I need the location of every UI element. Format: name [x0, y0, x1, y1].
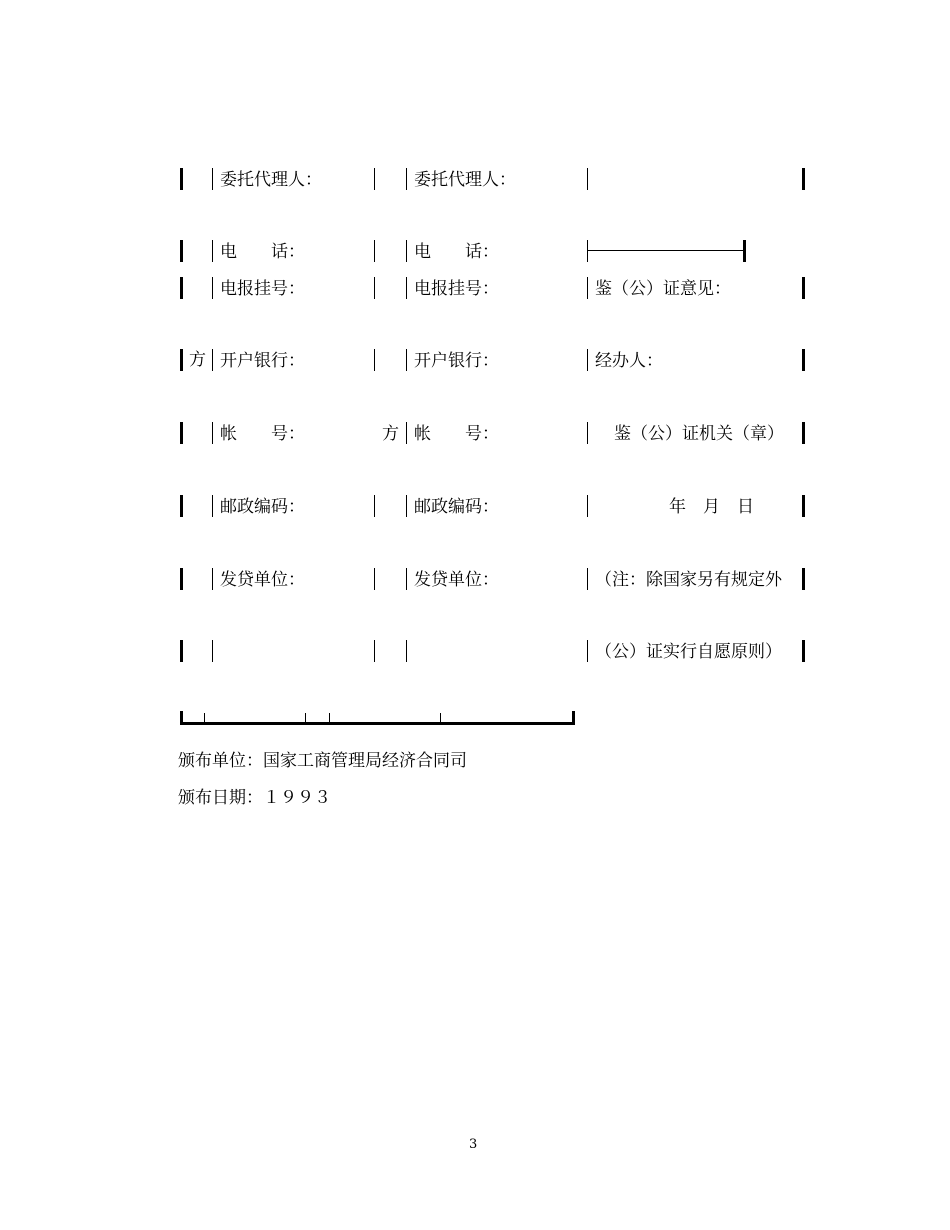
col-separator — [587, 640, 588, 662]
left-border-seg — [180, 240, 183, 262]
bottom-rule — [180, 722, 575, 725]
notary-opinion-label: 鉴（公）证意见： — [595, 279, 731, 299]
col-separator — [587, 168, 588, 190]
party-a-side-char: 方 — [189, 350, 206, 370]
col-separator — [212, 168, 213, 190]
col-separator — [587, 277, 588, 299]
col-separator — [374, 640, 375, 662]
left-border-seg — [180, 495, 183, 517]
right-border-seg — [802, 495, 805, 517]
right-border-seg — [802, 277, 805, 299]
col-separator — [406, 568, 407, 590]
party-b-loan-unit-label: 发贷单位： — [414, 570, 499, 590]
col-separator — [406, 349, 407, 371]
party-b-agent-label: 委托代理人： — [414, 170, 516, 190]
bottom-rule-tick — [204, 713, 205, 723]
left-border-seg — [180, 168, 183, 190]
party-a-phone-label: 电 话： — [220, 242, 305, 262]
col-separator — [587, 349, 588, 371]
col-separator — [374, 495, 375, 517]
notary-note-line-1: （注：除国家另有规定外 — [595, 570, 782, 590]
notary-top-rule — [588, 250, 745, 251]
col-separator — [406, 168, 407, 190]
right-border-seg — [802, 640, 805, 662]
col-separator — [587, 422, 588, 444]
party-b-postcode-label: 邮政编码： — [414, 497, 499, 517]
party-a-postcode-label: 邮政编码： — [220, 497, 305, 517]
notary-note-line-2: （公）证实行自愿原则） — [595, 642, 782, 662]
col-separator — [212, 568, 213, 590]
col-separator — [406, 495, 407, 517]
col-separator — [406, 240, 407, 262]
notary-top-rule-end — [743, 240, 746, 262]
left-border-seg — [180, 349, 183, 371]
party-a-loan-unit-label: 发贷单位： — [220, 570, 305, 590]
col-separator — [212, 422, 213, 444]
page-number: 3 — [469, 1137, 478, 1152]
bottom-rule-tick — [572, 711, 575, 725]
party-b-bank-label: 开户银行： — [414, 351, 499, 371]
notary-handler-label: 经办人： — [595, 351, 663, 371]
col-separator — [374, 277, 375, 299]
right-border-seg — [802, 422, 805, 444]
issuer-line: 颁布单位：国家工商管理局经济合同司 — [178, 751, 467, 771]
party-b-account-label: 帐 号： — [414, 424, 499, 444]
left-border-seg — [180, 568, 183, 590]
party-a-bank-label: 开户银行： — [220, 351, 305, 371]
issue-date-line: 颁布日期：１９９３ — [178, 788, 331, 808]
bottom-rule-tick — [180, 711, 183, 725]
col-separator — [212, 495, 213, 517]
right-border-seg — [802, 349, 805, 371]
col-separator — [587, 240, 588, 262]
right-border-seg — [802, 168, 805, 190]
left-border-seg — [180, 277, 183, 299]
party-b-side-char: 方 — [382, 424, 399, 444]
col-separator — [374, 349, 375, 371]
notary-date-label: 年 月 日 — [669, 497, 754, 517]
col-separator — [374, 168, 375, 190]
col-separator — [212, 240, 213, 262]
party-a-account-label: 帐 号： — [220, 424, 305, 444]
col-separator — [587, 495, 588, 517]
col-separator — [212, 277, 213, 299]
col-separator — [406, 277, 407, 299]
bottom-rule-tick — [305, 713, 306, 723]
col-separator — [374, 240, 375, 262]
left-border-seg — [180, 640, 183, 662]
col-separator — [406, 640, 407, 662]
party-b-phone-label: 电 话： — [414, 242, 499, 262]
bottom-rule-tick — [440, 713, 441, 723]
bottom-rule-tick — [329, 713, 330, 723]
col-separator — [212, 640, 213, 662]
col-separator — [406, 422, 407, 444]
party-a-agent-label: 委托代理人： — [220, 170, 322, 190]
col-separator — [587, 568, 588, 590]
col-separator — [374, 568, 375, 590]
left-border-seg — [180, 422, 183, 444]
party-b-telegram-label: 电报挂号： — [414, 279, 499, 299]
right-border-seg — [802, 568, 805, 590]
notary-office-label: 鉴（公）证机关（章） — [614, 424, 784, 444]
col-separator — [212, 349, 213, 371]
party-a-telegram-label: 电报挂号： — [220, 279, 305, 299]
